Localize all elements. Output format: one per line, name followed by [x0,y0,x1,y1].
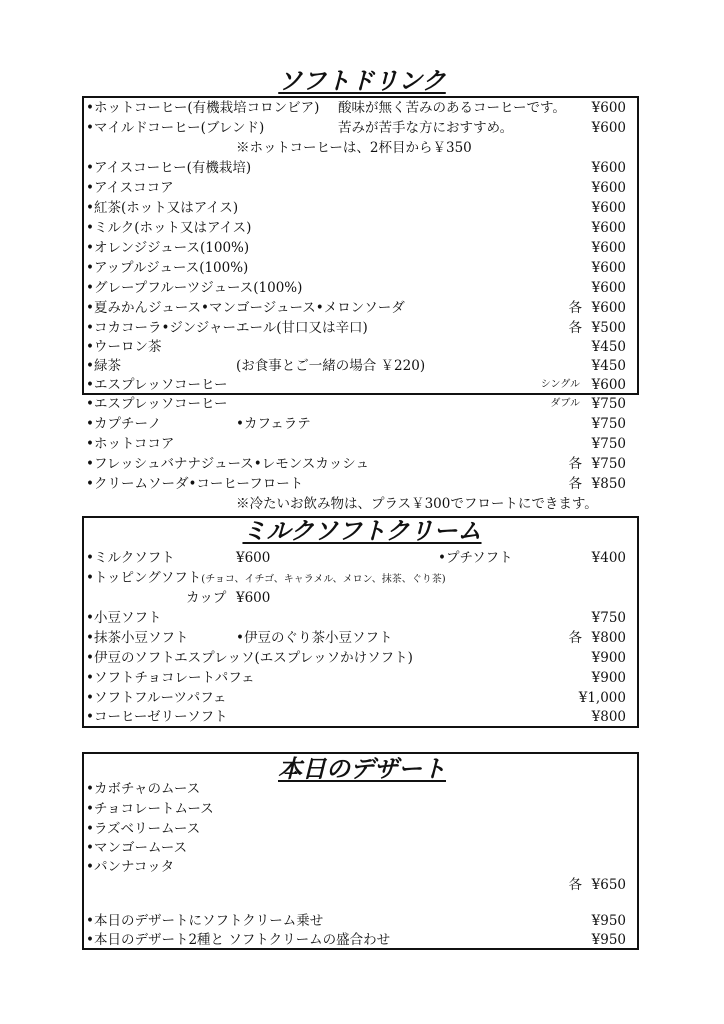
item-price: ¥600 [591,300,626,316]
item-price: ¥600 [236,550,271,566]
float-note: ※冷たいお飲み物は、プラス￥300でフロートにできます。 [236,496,598,512]
dessert-item [86,819,626,839]
each-label: 各 [568,456,582,472]
menu-item [86,238,626,258]
item-name: •ラズベリームース [86,821,201,837]
item-name: •パンナコッタ [86,859,175,875]
menu-item [86,198,626,218]
item-desc: 酸味が無く苦みのあるコーヒーです。 [338,100,566,116]
dessert-title: 本日のデザート [278,755,446,783]
menu-item [86,474,626,494]
item-name: •オレンジジュース(100%) [86,240,250,256]
item-price: ¥750 [591,436,626,452]
menu-item [86,930,626,950]
item-price: ¥500 [591,320,626,336]
item-price: ¥950 [591,932,626,948]
menu-item [86,218,626,238]
menu-item [86,258,626,278]
item-price: ¥900 [591,650,626,666]
item-price: ¥400 [591,550,626,566]
item-name: •小豆ソフト [86,610,162,626]
item-name: •本日のデザート2種と ソフトクリームの盛合わせ [86,932,391,948]
menu-item [86,414,626,434]
each-label: 各 [568,877,582,893]
item-price: ¥750 [591,610,626,626]
item-price: ¥650 [591,877,626,893]
item-desc: •カフェラテ [236,416,311,432]
milk-soft-title: ミルクソフトクリーム [242,517,482,545]
menu-item [86,178,626,198]
item-price: ¥600 [591,260,626,276]
item-name: •抹茶小豆ソフト [86,630,189,646]
menu-item [86,707,626,727]
item-price: ¥800 [591,709,626,725]
item-price: ¥450 [591,339,626,355]
menu-item [86,356,626,376]
item-name: •グレープフルーツジュース(100%) [86,280,303,296]
item-name: •夏みかんジュース•マンゴージュース•メロンソーダ [86,300,405,316]
topping-name: •トッピングソフト [86,570,202,586]
menu-item [86,628,626,648]
item-price: ¥750 [591,396,626,412]
item-name: •伊豆のソフトエスプレッソ(エスプレッソかけソフト) [86,650,413,666]
menu-item [86,98,626,118]
item-name: •マンゴームース [86,840,188,856]
item-name: •チョコレートムース [86,801,214,817]
item-name [86,568,446,590]
item-name: •コカコーラ•ジンジャーエール(甘口又は辛口) [86,320,368,336]
item-price: ¥600 [591,120,626,136]
item-desc: (お食事とご一緒の場合 ￥220) [236,358,426,374]
menu-item [86,118,626,138]
item-name: •紅茶(ホット又はアイス) [86,200,239,216]
item-price: ¥600 [591,280,626,296]
item-price: ¥800 [591,630,626,646]
menu-item [86,568,626,588]
each-label: 各 [568,476,582,492]
item-name: •アイスココア [86,180,174,196]
menu-item [86,454,626,474]
menu-item [86,588,626,608]
item-price: ¥600 [591,240,626,256]
item-name: •本日のデザートにソフトクリーム乗せ [86,913,324,929]
menu-item [86,337,626,357]
item-price: ¥600 [591,377,626,393]
item-name: •ミルク(ホット又はアイス) [86,220,252,236]
item-name: •カプチーノ [86,416,162,432]
item-price: ¥600 [591,200,626,216]
size-tag: ダブル [550,398,580,409]
each-label: 各 [568,630,582,646]
item-price: ¥750 [591,456,626,472]
menu-item [86,375,626,395]
item-desc: •伊豆のぐり茶小豆ソフト [236,630,393,646]
item-name: •フレッシュバナナジュース•レモンスカッシュ [86,456,369,472]
item-price: ¥450 [591,358,626,374]
item-name: •緑茶 [86,358,121,374]
item-name: •ホットコーヒー(有機栽培コロンビア) [86,100,320,116]
item-name: •エスプレッソコーヒー [86,396,228,412]
item-price: ¥600 [591,180,626,196]
menu-item [86,434,626,454]
item-name: •コーヒーゼリーソフト [86,709,228,725]
item-name: •プチソフト [438,550,513,566]
menu-item [86,318,626,338]
dessert-item [86,799,626,819]
cup-label: カップ [186,590,227,606]
size-tag: シングル [540,379,580,390]
menu-item [86,278,626,298]
item-price: ¥600 [236,590,271,606]
item-name: •アイスコーヒー(有機栽培) [86,160,252,176]
item-price: ¥950 [591,913,626,929]
item-name: •マイルドコーヒー(ブレンド) [86,120,265,136]
menu-item [86,548,626,568]
item-price: ¥600 [591,220,626,236]
topping-options: (チョコ、イチゴ、キャラメル、メロン、抹茶、ぐり茶) [201,574,446,585]
item-price: ¥900 [591,670,626,686]
item-name: •ミルクソフト [86,550,175,566]
item-name: •ソフトフルーツパフェ [86,690,227,706]
item-price: ¥600 [591,100,626,116]
item-name: •アップルジュース(100%) [86,260,249,276]
dessert-item [86,838,626,858]
item-name: •エスプレッソコーヒー [86,377,228,393]
dessert-item [86,779,626,799]
refill-note: ※ホットコーヒーは、2杯目から￥350 [236,140,472,156]
item-desc: 苦みが苦手な方におすすめ。 [338,120,514,136]
each-label: 各 [568,300,582,316]
item-price: ¥750 [591,416,626,432]
menu-item [86,158,626,178]
menu-item [86,608,626,628]
dessert-item [86,857,626,877]
item-name: •ウーロン茶 [86,339,162,355]
menu-item [86,394,626,414]
item-price: ¥850 [591,476,626,492]
menu-item [86,648,626,668]
item-name: •ホットココア [86,436,175,452]
item-name: •ソフトチョコレートパフェ [86,670,255,686]
item-name: •カボチャのムース [86,781,201,797]
menu-item [86,668,626,688]
menu-item [86,911,626,931]
item-price: ¥600 [591,160,626,176]
dessert-price-row [86,875,626,895]
item-name: •クリームソーダ•コーヒーフロート [86,476,304,492]
menu-item [86,688,626,708]
soft-drink-title: ソフトドリンク [278,67,446,95]
menu-item [86,298,626,318]
item-price: ¥1,000 [578,690,626,706]
each-label: 各 [568,320,582,336]
